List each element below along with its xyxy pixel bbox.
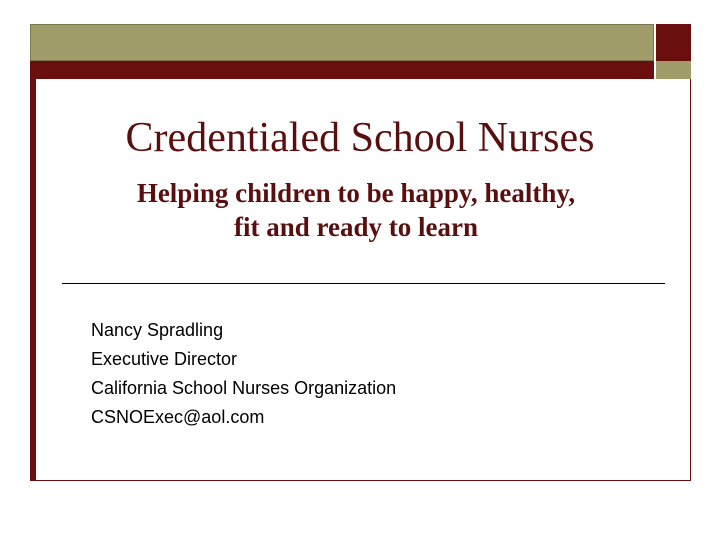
header-red-square	[656, 24, 691, 61]
presenter-organization: California School Nurses Organization	[91, 378, 397, 398]
header-olive-band	[30, 24, 654, 61]
slide-title: Credentialed School Nurses	[125, 115, 595, 161]
slide-subtitle	[0, 176, 712, 244]
divider-line	[62, 283, 665, 284]
presenter-role: Executive Director	[91, 349, 238, 369]
presenter-email: CSNOExec@aol.com	[91, 407, 265, 427]
presenter-name: Nancy Spradling	[91, 320, 224, 340]
header-red-strip	[30, 61, 654, 79]
header-olive-square	[656, 61, 691, 79]
subtitle-line: fit and ready to learn	[234, 212, 478, 242]
subtitle-line: Helping children to be happy, healthy,	[136, 178, 576, 208]
presenter-info	[91, 316, 396, 432]
